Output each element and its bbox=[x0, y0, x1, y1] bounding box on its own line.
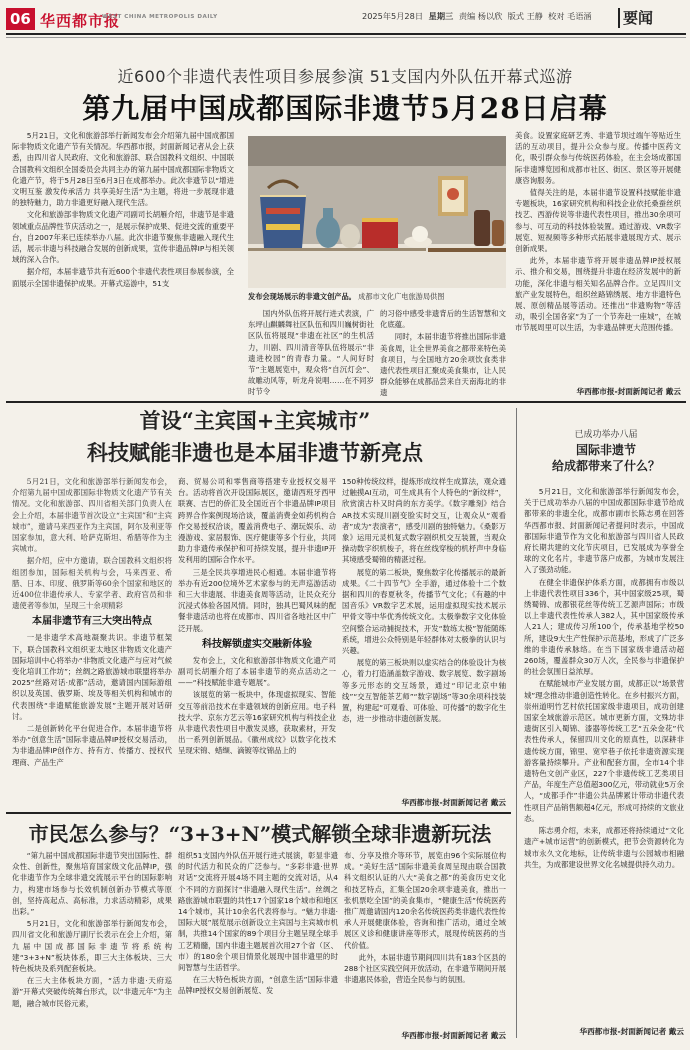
side-story-headline-line2: 给成都带来了什么？ bbox=[551, 459, 660, 473]
craft-products-illustration bbox=[248, 136, 506, 288]
paragraph: 布、分享及推介等环节，展览由96个实际展位构成。“美好生活”国际非遗美食周呈现由联合国教科文组织认证的八大“美食之都”的美食历史文化和技艺特点，汇集全国20余项非遗美食，推出一张机票吃全国”的美食集市，“健康生活”传统医药推广周邀请国内120余名传统医药类非遗代表性传承人开展健康体验，咨询和推广活动，通过全域展区义诊和健康讲座等形式，展现传统医药的当代价值。 bbox=[344, 851, 506, 950]
editor-credit: 责编 杨以欣 bbox=[458, 11, 503, 21]
story2-byline: 华西都市报-封面新闻记者 戴云 bbox=[401, 798, 506, 807]
paragraph: 150种传统纹样，提炼形成纹样生成算法，观众通过触摸AI互动，可生成具有个人特色的“新纹样”，欣赏演古朴又时尚的东方美学。《数字雕刻》结合AR技术实现川剧变脸实时交互，让观众从“观看者”成为“表演者”，感受川剧的独特魅力。《桑影万象》运用元灵机复式数字剧织机交互装置，当观众操动数字织机梭子，将在丝线穿梭的机杼声中身临其境感受蜀锦的精湛过程。 bbox=[342, 477, 506, 565]
side-story-byline: 华西都市报-封面新闻记者 戴云 bbox=[579, 1027, 684, 1036]
side-story-headline-line1: 国际非遗节 bbox=[575, 443, 636, 457]
story2-headline-line1: 首设“主宾国+主宾城市” bbox=[139, 408, 371, 433]
story3-byline: 华西都市报-封面新闻记者 戴云 bbox=[401, 1031, 506, 1040]
paragraph: 展览的第三板块则以虚实结合的体验设计为核心，着力打造涵盖数字游戏、数字展览、数字剧场等多元形态的交互场景，通过“印记北京中轴线”“交互智能茶艺师”“数字剧场”等30余项科技装置，构建起“可观看、可体验、可传播”的数字化生态，进一步推动非遗创新发展。 bbox=[342, 658, 506, 724]
masthead-rule-thin bbox=[6, 37, 686, 38]
story2-column-1 bbox=[12, 476, 172, 808]
side-story-kicker: 已成功举办八届 bbox=[574, 430, 638, 440]
page-number: 06 bbox=[6, 8, 35, 30]
paragraph: 组织51支国内外队伍开展行进式展演，彰显非遗的时代活力和民众的广泛参与。“多彩非遗·世界对话”交流将开展4场不同主题的交流对话，从4个不同的方面探讨“非遗融入现代生活”。丝绸之路旅游城市联盟的共性17个国家18个城市和地区14个城市，其计10余名代表将参与。“魅力非遗·国际大展”展览展示创新设立主宾国与主宾城市机制，共推14个国家的89个项目分主题呈现全球手工艺精髓，国内非遗主题展首次用27个省（区、市）的180余个项目情景化展现中国非遗里的时间智慧与生活哲学。 bbox=[178, 851, 338, 973]
story2-headline-line2: 科技赋能非遗也是本届非遗节新亮点 bbox=[87, 440, 423, 465]
paragraph: 一是非遗学术高地凝聚共识。非遗节框架下，联合国教科文组织亚太地区非物质文化遗产国际培训中心将举办“非物质文化遗产与应对气候变化培训工作坊”；丝绸之路旅游城市联盟将举办2025“丝路对话·成都”活动，邀请国内国际游组织以及英国、俄罗斯、埃及等相关机构和城市的代表围绕“非遗赋能旅游发展”主题开展对话研讨。 bbox=[12, 633, 172, 721]
paragraph: 5月21日，文化和旅游部举行新闻发布会，关于已成功举办八届的中国成都国际非遗节给成都带来的非遗全化，成都市副市长陈志勇在回答华西都市报、封面新闻记者提问时表示，中国成都国际非遗节作为文化和旅游部与四川省人民政府长期共建的文化节庆项目，已发展成为享誉全球的文化名片，非遗节落户成都，为城市发展注入了强劲动能。 bbox=[524, 487, 684, 575]
masthead-rule bbox=[6, 33, 686, 35]
paragraph: 美食。设置家庭研艺秀、非遗节坝过端午等贴近生活的互动项目，提升公众参与度。传播中医药文化，吸引群众参与传统医药体验，在主会场成都国际非遗博览园和成都市社区、街区、景区等开展健康咨询服务。 bbox=[515, 131, 681, 185]
paragraph: 值得关注的是，本届非遗节设置科技赋能非遗专题板块，16家研究机构和科技企业依托桑蚕丝织技艺、西游传说等非遗代表性项目，推出30余项可参与、可互动的科技体验装置。通过游戏、VR数字展览、短视频等多种形式拓展非遗展现方式、展示创新成果。 bbox=[515, 188, 681, 254]
side-story-body bbox=[524, 486, 684, 1022]
paragraph: 据介绍，应中方邀请，联合国教科文组织将组团参加，国际相关机构与会，马来西亚、希腊、日本、印度、俄罗斯等60余个国家和地区的近400位非遗传承人、专家学者、政府官员和非遗使者等参加，呈现三十余项精彩 bbox=[12, 556, 172, 611]
paragraph: “第九届中国成都国际非遗节突出国际性、群众性、创新性，聚焦培育国家级文化品牌IP，强化非遗节作为全球非遗交流展示平台的国际影响力，构建市场参与长效机制创新办节模式等原创，坚持高起点、高标准，力求活动精彩，成果出彩。” bbox=[12, 851, 172, 917]
column-divider bbox=[516, 408, 517, 1038]
story1-subtitle: 近600个非遗代表性项目参展参演 51支国内外队伍开幕式巡游 bbox=[117, 67, 573, 86]
story1-headline: 第九届中国成都国际非遗节5月28日启幕 bbox=[82, 92, 608, 125]
paragraph: 文化和旅游部非物质文化遗产司副司长胡雁介绍，非遗节是非遗领域重点品牌性节庆活动之一，是展示保护成果、促进交流的重要平台，自2007年来已连续举办八届。此次非遗节聚焦非遗融入现代生活，展示非遗与科技融合发展的创新成果，宣传非遗品牌IP与相关领域的深入合作。 bbox=[12, 210, 234, 265]
story2-column-3 bbox=[342, 476, 506, 794]
issue-weekday: 星期三 bbox=[428, 11, 454, 21]
newspaper-logo-english: WEST CHINA METROPOLIS DAILY bbox=[102, 14, 218, 20]
paragraph: 发布会上，文化和旅游部非物质文化遗产司副司长胡雁介绍了本届非遗节的亮点活动之一——“科技赋能非遗专题展”。 bbox=[178, 655, 336, 688]
paragraph: 展览的第二板块，聚焦数字化传播展示的最新成果。《二十四节气》全手游，通过体验十二个数据和四川的春夏秋冬，传播节气文化；《有趣的中国音乐》VR数字艺术展，运用虚拟现实技术展示甲骨文等中华优秀传统文化。太极拳数字文化体验空间整合运动捕捉技术，开发“数练太极”智能随练系统，增进公众特别是年轻群体对太极拳的认识与兴趣。 bbox=[342, 567, 506, 656]
paragraph: 商、贸易公司和零售商等搭建专业授权交易平台。活动将首次开设国际展区，邀请西班牙西甲联赛、吉巴的侨汇及全国近百个非遗品牌IP项目跨界合作案例现场洽谈，覆盖消费金如药机构合作交易授权洽谈，覆盖消费电子、潮玩娱乐、动漫游戏、家居服饰、医疗健康等多个行业，共同助力非遗传承保护和可持续发展，提升非遗IP开发利用的国际合作水平。 bbox=[178, 477, 336, 565]
proof-credit: 校对 毛语涵 bbox=[548, 11, 592, 21]
paragraph: 5月21日，文化和旅游部举行新闻发布会介绍第九届中国成都国际非物质文化遗产节有关情况。华西都市报，封面新闻记者从会上获悉，由四川省人民政府、文化和旅游部、联合国教科文组织、中国联合国教科文组织全国委员会共同主办的第九届中国成都国际非物质文化遗产节，将于5月28日至6月3日在成都举办。此次非遗节以“增进文明互鉴 激发传承活力 共享美好生活”为主题，将进一步展现非遗的独特魅力，助力非遗更好融入现代生活。 bbox=[12, 131, 234, 208]
story3-column-1 bbox=[12, 850, 172, 1042]
caption-text: 发布会现场展示的非遗文创产品。 bbox=[248, 292, 356, 301]
story1-column-1 bbox=[12, 130, 234, 400]
story2-column-2 bbox=[178, 476, 336, 808]
story1-byline: 华西都市报-封面新闻记者 戴云 bbox=[576, 387, 681, 396]
paragraph: 二是创新转化平台促进合作。本届非遗节将举办“创意生活”国际非遗品牌IP授权交易活动，为非遗品牌IP创作方、持有方、传播方、授权代理商、产品生产 bbox=[12, 724, 172, 767]
designer-credit: 版式 王静 bbox=[507, 11, 543, 21]
dateline bbox=[362, 11, 592, 22]
paragraph: 该展览的第一板块中，体现虚拟现实、智能交互等前沿技术在非遗领域的创新应用。电子科技大学、京东方艺云等16家研究机构与科技企业从非遗代表性项目中激发灵感，获取素材，开发出一系列创新展品。《徽州成纹》以数字化技术呈现宋锦、蜡缬、滴镀等纹锦品上的 bbox=[178, 690, 336, 756]
story1-column-3 bbox=[380, 308, 506, 400]
story3-column-3 bbox=[344, 850, 506, 1028]
paragraph: 国内外队伍将开展行进式表演，广东坪山麒麟舞社区队伍和四川巍树街社区队伍将展现“非遗在社区”的生机活力，川剧、四川清音等队伍将展示“非遗进校园”的青春力量。“人间好时节”主题展览中，观众将“自沉灯会”、故雕动风等，听龙舟说唱……在不同岁时节令 bbox=[248, 309, 374, 397]
story2-subhead-1: 本届非遗节有三大突出特点 bbox=[32, 616, 152, 628]
paragraph: 据介绍，本届非遗节共有近600个非遗代表性项目参展参演，全面展示全国非遗保护成果。开幕式巡游中，51支 bbox=[12, 267, 234, 288]
section-divider bbox=[618, 8, 620, 28]
story1-photo-caption bbox=[248, 292, 506, 302]
paragraph: 在三大特色板块方面，“创意生活”国际非遗品牌IP授权交易创新展览、发 bbox=[178, 975, 338, 996]
paragraph: 陈志勇介绍，未来，成都还将持续通过“文化遗产+城市运营”的创新模式，把节会资源转化为城市永久文化地标，让传统非遗与公园城市相融共生，为成都建设世界文化名城提供持久动力。 bbox=[524, 826, 684, 869]
paragraph: 在三大主体板块方面，“活力非遗·天府巡游”开幕式突破传统舞台形式，以“非遗元年”为主题，融合城市民俗元素， bbox=[12, 976, 172, 1008]
paragraph: 在赋能城市产业发展方面，成都正以“场景营城”理念推动非遗创造性转化。在乡村振兴方面，崇州道明竹艺村依托国家级非遗项目，成功创建国家全域旅游示范区。城市更新方面，文殊坊非遗街区引入蜀锦、漆器等传统工艺“五朵金花”代表性传承人，保留四川文化的原真性，以深耕非遗传统方面，锦里、宽窄巷子依托非遗资源实现游客量持续攀升。产业和配套方面，全市14个非遗特色文创产业区，227个非遗传统工艺类项目产品，年度生产总值超300亿元，带动就业5万余人，“成都手作”非遗公共品牌累计带动非遗代表性项目产品销售额超4亿元，形成可持续的文旅业态。 bbox=[524, 679, 684, 823]
paragraph: 此外，本届非遗节期间四川共有183个区县的288个社区实践空间开放活动，在非遗节期间开展非遗惠民体验，营造全民参与的氛围。 bbox=[344, 952, 506, 985]
issue-date: 2025年5月28日 bbox=[362, 11, 424, 21]
story1-column-4 bbox=[515, 130, 681, 382]
story1-photo bbox=[248, 136, 506, 288]
story3-column-2 bbox=[178, 850, 338, 1042]
paragraph: 在健全非遗保护体系方面，成都拥有市级以上非遗代表性项目336个，其中国家级25项，蜀绣蜀锦、成都银花丝等传统工艺源声国际；市级以上非遗代表性传承人382人，其中国家级传承人21人；建成传习所100个，传承基地学校50所，建设9大生产性保护示范基地，形成了广泛多维的非遗传承脉络。在当下国家级非遗活动超260场，覆盖群众30万人次，全民参与非遗保护的社会氛围日益浓厚。 bbox=[524, 577, 684, 677]
paragraph: 此外，本届非遗节将开展非遗品牌IP授权展示、推介和交易，围绕提升非遗在经济发展中的新功能，深化非遗与相关知名品牌合作。立足四川文旅产业发展特色，组织丝路锦绣展、地方非遗特色展、原创精品展等活动。还推出“非遗购物”等活动，吸引全国各家“为了一个节奔赴一座城”，在城市节展周里可以生活，为非遗品牌更大范围传播。 bbox=[515, 256, 681, 333]
side-story-heading bbox=[522, 428, 690, 474]
paragraph: 5月21日，文化和旅游部举行新闻发布会，四川省文化和旅游厅副厅长表示在会上介绍，第九届中国成都国际非遗节将系统构建“3+3+N”板块体系，即三大主体板块、三大特色板块及系列配套板块。 bbox=[12, 919, 172, 974]
photo-credit: 成都市文化广电旅游局供图 bbox=[358, 292, 445, 301]
story2-subhead-2: 科技解锁虚实交融新体验 bbox=[202, 638, 312, 650]
story-divider bbox=[6, 401, 686, 403]
paragraph: 的习俗中感受非遗背后的生活智慧和文化底蕴。 bbox=[380, 309, 506, 330]
paragraph: 同时，本届非遗节将推出国际非遗美食周，让全世界美食之都带来特色美食项目，与全国地方20余项饮食类非遗代表性项目汇聚成美食集市，让人民群众能够在成都品尝来自天南海北的非遗 bbox=[380, 332, 506, 398]
story1-column-2 bbox=[248, 308, 374, 400]
story3-headline: 市民怎么参与？“3+3+N”模式解锁全球非遗新玩法 bbox=[28, 822, 492, 846]
section-name: 要闻 bbox=[623, 9, 654, 27]
story-divider bbox=[6, 812, 511, 814]
paragraph: 5月21日，文化和旅游部举行新闻发布会，介绍第九届中国成都国际非物质文化遗产节有关情况。文化和旅游部、四川省相关部门负责人在会上介绍，本届非遗节首次设立“主宾国”和“主宾城市”，邀请马来西亚作为主宾国，阿尔及利亚等国家参加，意大利、哈萨克斯坦、希腊等作为主宾城市。 bbox=[12, 477, 172, 554]
newspaper-logo: 华西都市报 bbox=[40, 12, 121, 30]
paragraph: 三是全民共享增进民心相通。本届非遗节将举办有近200位境外艺术家参与的无声巡游活动和三大非遗展、非遗美食周等活动，让民众充分沉浸式体验各国风情。同时，独具巴蜀风味的配餐非遗活动也将在成都市、四川省各地社区中广泛开展。 bbox=[178, 567, 336, 633]
